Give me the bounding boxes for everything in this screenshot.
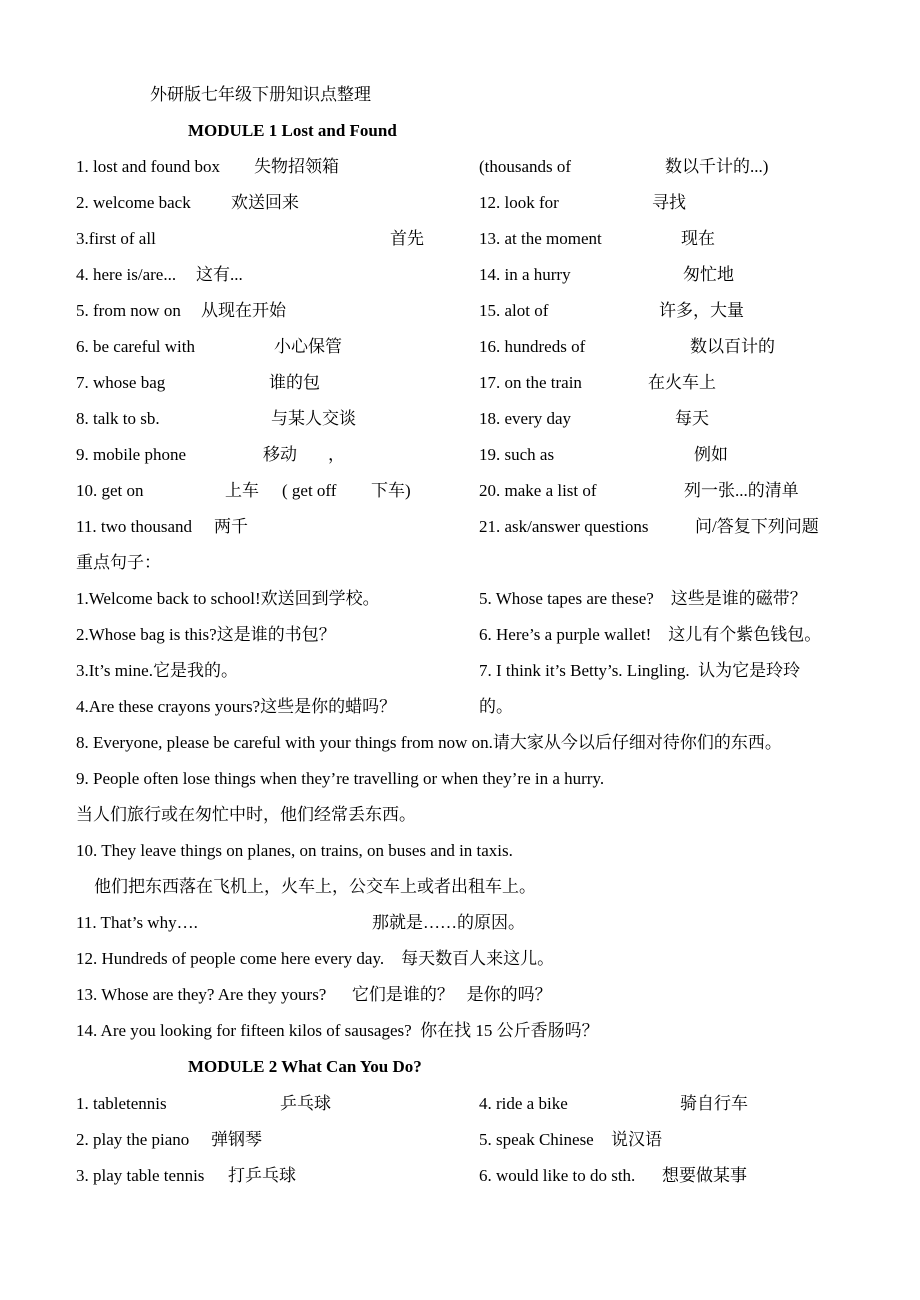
sentence-14: 14. Are you looking for fifteen kilos of sausages? 你在找 15 公斤香肠吗？	[76, 1021, 599, 1040]
m2-vocab-item-6-en: 6. would like to do sth.	[479, 1166, 636, 1185]
vocab-item-2-en: 2. welcome back	[76, 193, 191, 212]
vocab-item-11-en: 11. two thousand	[76, 517, 193, 536]
vocab-item-3-en: 3.first of all	[76, 229, 156, 248]
vocab-item-15-en: 15. alot of	[479, 301, 549, 320]
sentence-12: 12. Hundreds of people come here every day. 每天数百人来这儿。	[76, 949, 555, 968]
m2-vocab-item-1-en: 1. tabletennis	[76, 1094, 167, 1113]
vocab-item-10-extra: ( get off	[282, 481, 337, 500]
sentence-5: 5. Whose tapes are these? 这些是谁的磁带？	[479, 589, 807, 608]
vocab-item-5-zh: 从现在开始	[201, 301, 286, 320]
module-1-heading: MODULE 1 Lost and Found	[188, 121, 397, 140]
sentence-7-continued: 的。	[479, 697, 513, 716]
m2-vocab-item-3-en: 3. play table tennis	[76, 1166, 205, 1185]
vocab-item-10-en: 10. get on	[76, 481, 144, 500]
m2-vocab-item-3-zh: 打乒乓球	[228, 1166, 296, 1185]
sentence-10-zh: 他们把东西落在飞机上，火车上，公交车上或者出租车上。	[94, 877, 536, 896]
vocab-item-17-en: 17. on the train	[479, 373, 582, 392]
vocab-thousands-en: (thousands of	[479, 157, 572, 176]
m2-vocab-item-2-en: 2. play the piano	[76, 1130, 190, 1149]
vocab-item-6-zh: 小心保管	[274, 337, 342, 356]
vocab-item-11-zh: 两千	[214, 517, 248, 536]
vocab-item-1-zh: 失物招领箱	[254, 157, 339, 176]
vocab-item-9-zh: 移动	[263, 445, 297, 464]
sentence-11-en: 11. That’s why….	[76, 913, 198, 932]
vocab-item-19-zh: 例如	[694, 445, 728, 464]
vocab-item-7-zh: 谁的包	[269, 373, 320, 392]
vocab-item-16-zh: 数以百计的	[690, 337, 775, 356]
sentence-4: 4.Are these crayons yours?这些是你的蜡吗？	[76, 697, 397, 716]
vocab-item-14-zh: 匆忙地	[683, 265, 734, 284]
vocab-item-21-zh: 问/答复下列问题	[695, 517, 819, 536]
m2-vocab-item-5-en: 5. speak Chinese	[479, 1130, 594, 1149]
sentence-9-zh: 当人们旅行或在匆忙中时，他们经常丢东西。	[76, 805, 416, 824]
sentence-7: 7. I think it’s Betty’s. Lingling. 认为它是玲玲	[479, 661, 801, 680]
m2-vocab-item-4-zh: 骑自行车	[680, 1094, 748, 1113]
m2-vocab-item-4-en: 4. ride a bike	[479, 1094, 568, 1113]
vocab-thousands-zh: 数以千计的...)	[665, 157, 769, 176]
vocab-item-18-zh: 每天	[675, 409, 709, 428]
vocab-item-5-en: 5. from now on	[76, 301, 181, 320]
vocab-item-9-en: 9. mobile phone	[76, 445, 187, 464]
vocab-item-16-en: 16. hundreds of	[479, 337, 586, 356]
vocab-item-8-en: 8. talk to sb.	[76, 409, 160, 428]
vocab-item-9-extra: ，	[328, 445, 345, 464]
sentence-11-zh: 那就是……的原因。	[372, 913, 525, 932]
vocab-item-19-en: 19. such as	[479, 445, 555, 464]
vocab-item-20-zh: 列一张...的清单	[684, 481, 799, 500]
vocab-item-13-en: 13. at the moment	[479, 229, 602, 248]
m2-vocab-item-2-zh: 弹钢琴	[211, 1130, 262, 1149]
vocab-item-10-zh: 上车	[225, 481, 259, 500]
sentence-9-en: 9. People often lose things when they’re travelling or when they’re in a hurry.	[76, 769, 605, 788]
sentence-13: 13. Whose are they? Are they yours? 它们是谁的？ 是你的吗？	[76, 985, 552, 1004]
vocab-item-17-zh: 在火车上	[648, 373, 716, 392]
document-title: 外研版七年级下册知识点整理	[150, 85, 371, 104]
vocab-item-18-en: 18. every day	[479, 409, 572, 428]
sentence-3: 3.It’s mine.它是我的。	[76, 661, 238, 680]
vocab-item-20-en: 20. make a list of	[479, 481, 597, 500]
m2-vocab-item-1-zh: 乒乓球	[280, 1094, 331, 1113]
vocab-item-1-en: 1. lost and found box	[76, 157, 221, 176]
vocab-item-10-extra2: 下车)	[371, 481, 411, 500]
m2-vocab-item-5-zh: 说汉语	[611, 1130, 662, 1149]
vocab-item-3-zh: 首先	[390, 229, 424, 248]
vocab-item-2-zh: 欢送回来	[231, 193, 299, 212]
vocab-item-4-en: 4. here is/are...	[76, 265, 177, 284]
vocab-item-15-zh: 许多，大量	[659, 301, 744, 320]
vocab-item-4-zh: 这有...	[196, 265, 243, 284]
sentence-8: 8. Everyone, please be careful with your things from now on.请大家从今以后仔细对待你们的东西。	[76, 733, 782, 752]
sentence-2: 2.Whose bag is this?这是谁的书包？	[76, 625, 336, 644]
module-2-heading: MODULE 2 What Can You Do?	[188, 1057, 422, 1076]
sentence-6: 6. Here’s a purple wallet! 这儿有个紫色钱包。	[479, 625, 822, 644]
vocab-item-12-en: 12. look for	[479, 193, 559, 212]
vocab-item-13-zh: 现在	[681, 229, 715, 248]
vocab-item-21-en: 21. ask/answer questions	[479, 517, 649, 536]
vocab-item-12-zh: 寻找	[652, 193, 686, 212]
sentence-1: 1.Welcome back to school!欢送回到学校。	[76, 589, 380, 608]
vocab-item-6-en: 6. be careful with	[76, 337, 195, 356]
m2-vocab-item-6-zh: 想要做某事	[662, 1166, 747, 1185]
vocab-item-14-en: 14. in a hurry	[479, 265, 571, 284]
vocab-item-7-en: 7. whose bag	[76, 373, 166, 392]
sentence-10-en: 10. They leave things on planes, on trains, on buses and in taxis.	[76, 841, 513, 860]
key-sentences-heading: 重点句子：	[76, 553, 161, 572]
vocab-item-8-zh: 与某人交谈	[271, 409, 356, 428]
